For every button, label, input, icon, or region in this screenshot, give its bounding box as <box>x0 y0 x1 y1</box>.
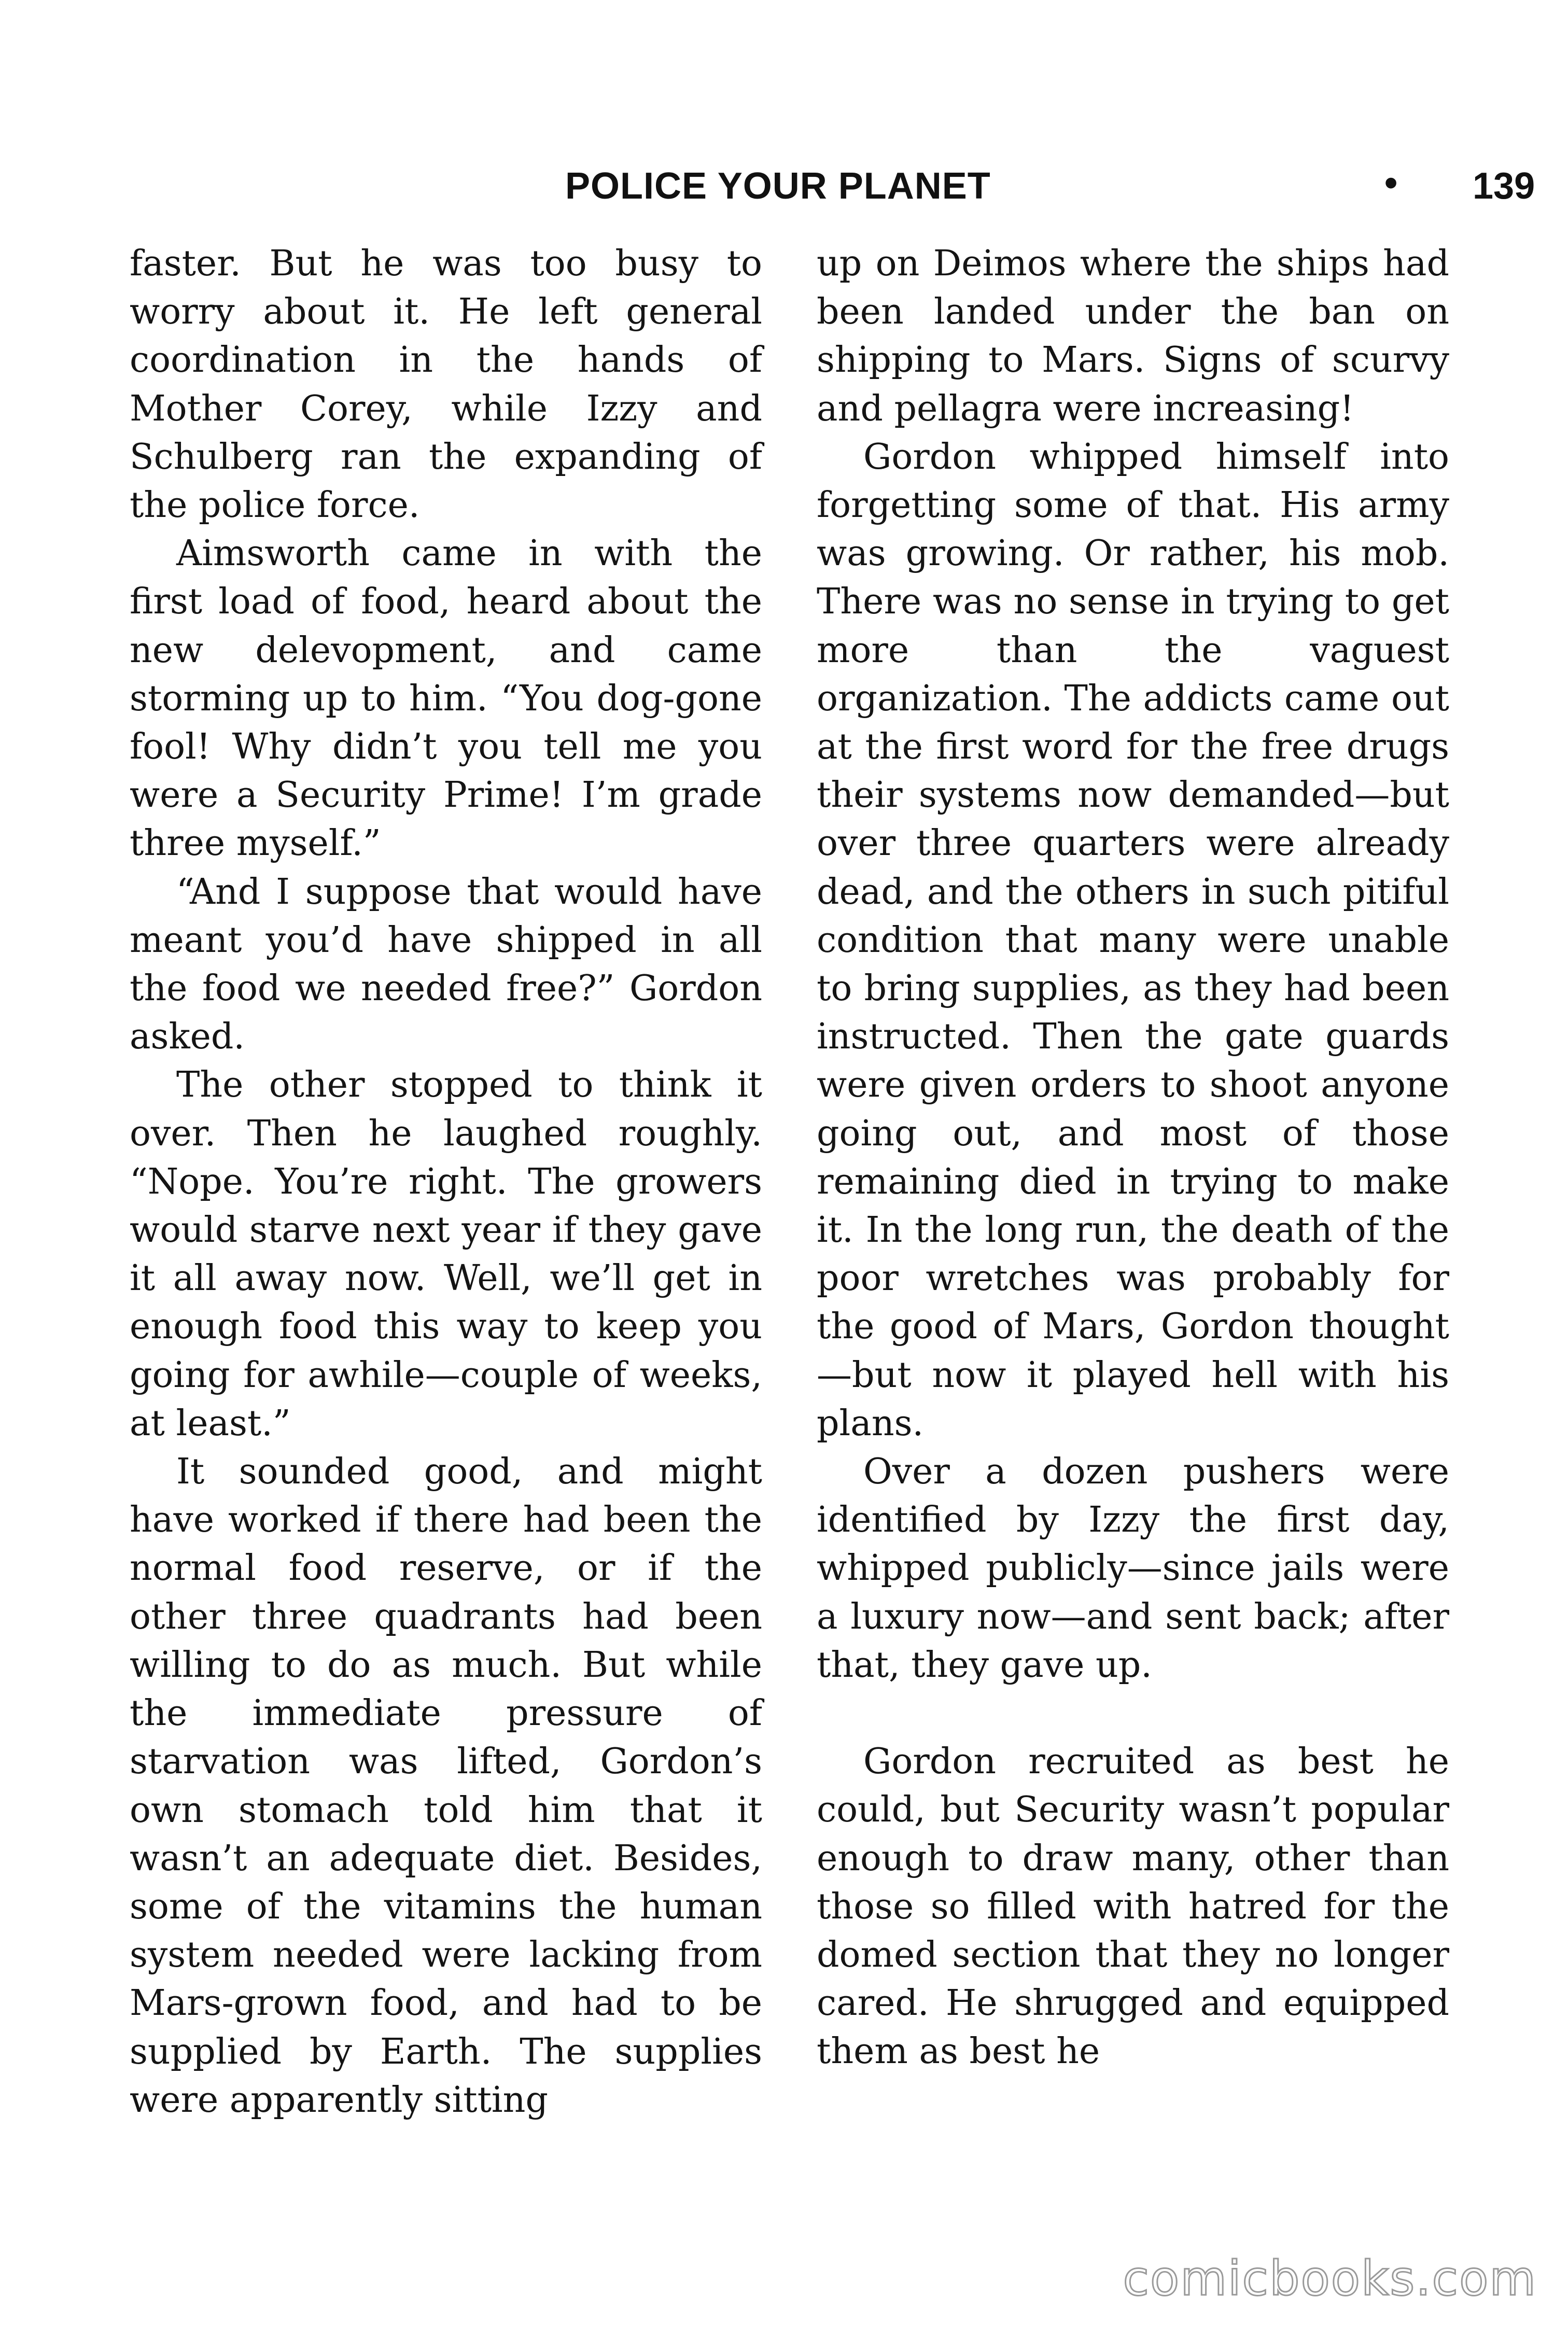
header-bullet: • <box>1384 162 1398 204</box>
page-number: 139 <box>1473 165 1535 207</box>
paragraph: The other stopped to think it over. Then he laughed roughly. “Nope. You’re right. The growers would starve next year if they gave it all away now. Well, we’ll get in enough food this way to keep you going for awhile—couple of weeks, at least.” <box>130 1064 762 1444</box>
running-header <box>124 162 1535 217</box>
paragraph: Gordon recruited as best he could, but Security wasn’t popular enough to draw many, other than those so filled with hatred for the domed section that they no longer cared. He shrugged and equipped them as best he <box>817 1741 1449 2072</box>
text-column-left <box>130 240 762 2124</box>
paragraph: up on Deimos where the ships had been landed under the ban on shipping to Mars. Signs of scurvy and pellagra were increasing! <box>817 243 1449 429</box>
paragraph: faster. But he was too busy to worry about it. He left general coordination in the hands of Mother Corey, while Izzy and Schulberg ran the expanding of the police force. <box>130 243 762 526</box>
paragraph: Gordon whipped himself into forgetting some of that. His army was growing. Or rather, his mob. There was no sense in trying to get more than the vaguest organization. The addicts came out at the first word for the free drugs their systems now demanded—but over three quarters were already dead, and the others in such pitiful condition that many were unable to bring supplies, as they had been instructed. Then the gate guards were given orders to shoot anyone going out, and most of those remaining died in trying to make it. In the long run, the death of the poor wretches was probably for the good of Mars, Gordon thought—but now it played hell with his plans. <box>817 436 1449 1444</box>
section-break <box>817 1689 1449 1737</box>
paragraph: “And I suppose that would have meant you’d have shipped in all the food we needed free?” Gordon asked. <box>130 871 762 1058</box>
paragraph: It sounded good, and might have worked if there had been the normal food reserve, or if the other three quadrants had been willing to do as much. But while the immediate pressure of starvation was lifted, Gordon’s own stomach told him that it wasn’t an adequate diet. Besides, some of the vitamins the human system needed were lacking from Mars-grown food, and had to be supplied by Earth. The supplies were apparently sitting <box>130 1451 762 2121</box>
paragraph: Over a dozen pushers were identified by Izzy the first day, whipped publicly—since jails were a luxury now—and sent back; after that, they gave up. <box>817 1451 1449 1686</box>
paragraph: Aimsworth came in with the first load of food, heard about the new delevopment, and came storming up to him. “You dog-gone fool! Why didn’t you tell me you were a Security Prime! I’m grade three myself.” <box>130 533 762 864</box>
watermark-logo: comicbooks.com <box>1123 2251 1537 2306</box>
running-title: POLICE YOUR PLANET <box>565 165 991 207</box>
text-column-right <box>817 240 1449 2076</box>
